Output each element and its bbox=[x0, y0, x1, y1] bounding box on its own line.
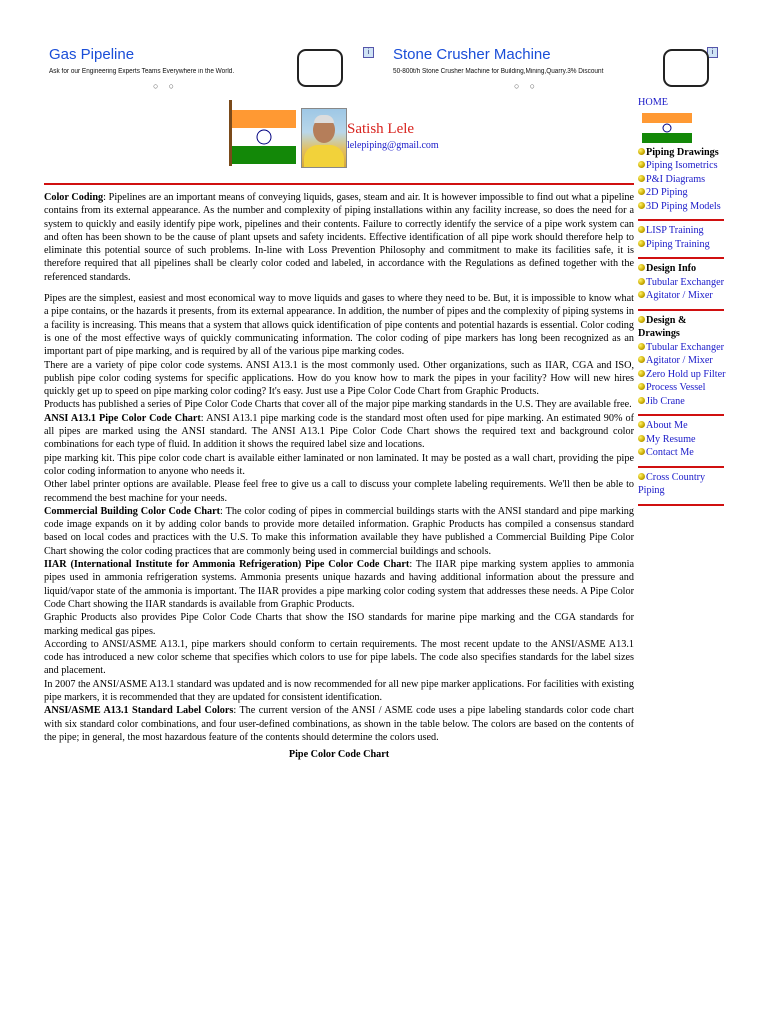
india-flag-icon bbox=[232, 110, 296, 164]
sidebar-home-link[interactable]: HOME bbox=[638, 97, 668, 108]
paragraph: Commercial Building Color Code Chart: The color coding of pipes in commercial buildings starts with the ANSI standard and pipe marking code image expands on it by adding color bands to provide more detailed information. Graphic Products has compiled a consensus standard based on local codes and practices with the U.S. To make this information available they have published a Commercial Building Pipe Color Chart showing the color coding practices that are commonly being used in commercial buildings and schools. bbox=[44, 505, 634, 557]
paragraph: Products has published a series of Pipe Color Code Charts that cover all of the major pipe marking standards in the U.S. They are available free. bbox=[44, 399, 632, 411]
sidebar-divider bbox=[638, 309, 724, 311]
sidebar-divider bbox=[638, 257, 724, 259]
sidebar-heading: Piping Drawings bbox=[638, 146, 730, 160]
bullet-icon bbox=[638, 188, 645, 195]
sidebar-link[interactable]: Agitator / Mixer bbox=[638, 289, 730, 303]
bullet-icon bbox=[638, 383, 645, 390]
sidebar-divider bbox=[638, 414, 724, 416]
paragraph: Color Coding: Pipelines are an important means of conveying liquids, gases, steam and air. It is however impossible to find out what a pipeline contains from its external appearance. As the number and complexity of piping installations within any facility increase, so does the need for a system to quickly and easily identify pipe work, pipelines and their contents. Failure to correctly identify the service of a pipe work system can and often has been shown to be the cause of plant upsets and safety incidents. Effective identification of all pipe work should therefore help to eliminate this potential source of such problems. In-line with Loss Prevention Philosophy and commitment to make its facilities safe, it is therefore required that all pipelines shall be clearly color coded and labeled, in accordance with the Regulations as defined together with the referenced standards. bbox=[44, 192, 635, 283]
bullet-icon bbox=[638, 370, 645, 377]
sidebar-link[interactable]: Contact Me bbox=[638, 446, 730, 460]
sidebar-link[interactable]: LISP Training bbox=[638, 224, 730, 238]
sidebar-link[interactable]: About Me bbox=[638, 419, 730, 433]
sidebar-heading: Design Info bbox=[638, 262, 730, 276]
paragraph: Pipes are the simplest, easiest and most economical way to move liquids and gases to where they need to be. But, it is impossible to know what a pipe contains, or the hazards it presents, from its external appearance. In addition, the number of pipes and the complexity of piping systems in a facility is increasing. This means that a system that allows quick identification of pipe contents and potential hazards is essential. Color coding is one of the most effective ways of quickly communicating information. The color coding of pipe markers has long been recognized as an important part of pipe marking, and is required by all of the various pipe marking codes. bbox=[44, 293, 634, 358]
sidebar-link[interactable]: Cross Country Piping bbox=[638, 471, 706, 496]
sidebar-link[interactable]: My Resume bbox=[638, 433, 730, 447]
paragraph-heading: Color Coding bbox=[44, 192, 104, 203]
sidebar-link[interactable]: 3D Piping Models bbox=[638, 200, 730, 214]
sidebar-divider bbox=[638, 466, 724, 468]
bullet-icon bbox=[638, 397, 645, 404]
bullet-icon bbox=[638, 343, 645, 350]
bullet-icon bbox=[638, 240, 645, 247]
paragraph-heading: ANSI A13.1 Pipe Color Code Chart bbox=[44, 412, 201, 424]
author-photo bbox=[301, 108, 347, 168]
article-body bbox=[44, 191, 634, 761]
paragraph-heading: IIAR (International Institute for Ammonia Refrigeration) Pipe Color Code Chart bbox=[44, 559, 410, 571]
paragraph: Other label printer options are available. Please feel free to give us a call to discuss your complete labeling requirements. We'll then be able to recommend the best machine for your needs. bbox=[44, 479, 634, 504]
sidebar-link[interactable]: Jib Crane bbox=[638, 395, 730, 409]
sidebar-link[interactable]: Piping Training bbox=[638, 238, 730, 252]
chart-heading: Pipe Color Code Chart bbox=[288, 749, 390, 761]
paragraph: Graphic Products also provides Pipe Color Code Charts that show the ISO standards for marine pipe marking and the CGA standards for marking medical gas pipes. bbox=[44, 612, 634, 637]
ad-pager-dots[interactable]: ○ ○ bbox=[153, 81, 179, 91]
ad-pager-dots[interactable]: ○ ○ bbox=[514, 81, 540, 91]
bullet-icon bbox=[638, 161, 645, 168]
paragraph-heading: Commercial Building Color Code Chart bbox=[44, 505, 221, 517]
paragraph: IIAR (International Institute for Ammonia Refrigeration) Pipe Color Code Chart: The IIAR pipe marking system applies to ammonia pipes used in ammonia refrigeration systems. Ammonia presents unique hazards and having additional information about the pressure and liquid/vapor state of the ammonia is important. The IIAR provides a pipe marking color coding system that addresses these needs. A Pipe Color Code Chart showing the IIAR standards is available from Graphic Products. bbox=[44, 559, 634, 610]
sidebar-divider bbox=[638, 504, 724, 506]
bullet-icon bbox=[638, 148, 645, 155]
bullet-icon bbox=[638, 435, 645, 442]
sidebar-heading: Design & Drawings bbox=[638, 314, 687, 339]
bullet-icon bbox=[638, 356, 645, 363]
ad-description: 50-800t/h Stone Crusher Machine for Building,Mining,Quarry.3% Discount bbox=[393, 68, 604, 75]
sidebar-link[interactable]: Tubular Exchanger bbox=[638, 341, 730, 355]
sidebar-divider bbox=[638, 219, 724, 221]
ad-description: Ask for our Engineering Experts Teams Everywhere in the World. bbox=[49, 68, 235, 75]
sidebar-link[interactable]: P&I Diagrams bbox=[638, 173, 730, 187]
sidebar-link[interactable]: Agitator / Mixer bbox=[638, 354, 730, 368]
author-name: Satish Lele bbox=[347, 121, 415, 137]
bullet-icon bbox=[638, 278, 645, 285]
bullet-icon bbox=[638, 421, 645, 428]
sidebar-nav bbox=[638, 96, 730, 509]
bullet-icon bbox=[638, 264, 645, 271]
bullet-icon bbox=[638, 316, 645, 323]
bullet-icon bbox=[638, 175, 645, 182]
paragraph: ANSI/ASME A13.1 Standard Label Colors: The current version of the ANSI / ASME code uses a pipe labeling standards color code chart with six standard color combinations, and four user-defined combinations, as shown in the table below. The colors are based on the contents of the pipe; in general, the most hazardous feature of the contents should determine the colors used. bbox=[44, 705, 635, 743]
bullet-icon bbox=[638, 202, 645, 209]
paragraph: There are a variety of pipe color code systems. ANSI A13.1 is the most commonly used. Other organizations, such as IIAR, CGA and ISO, publish pipe color coding systems for specific applications. How do you know how to mark the pipes in your facility? How will new hires quickly get up to speed on pipe marking color coding? It's easy. Just use a Pipe Color Code Chart from Graphic Products. bbox=[44, 359, 634, 398]
ad-open-button[interactable] bbox=[297, 49, 343, 87]
ad-open-button[interactable] bbox=[663, 49, 709, 87]
ad-title[interactable]: Gas Pipeline bbox=[49, 46, 135, 63]
bullet-icon bbox=[638, 448, 645, 455]
header-divider bbox=[44, 183, 634, 185]
india-flag-icon bbox=[642, 113, 692, 143]
ad-info-icon[interactable]: i bbox=[363, 47, 374, 58]
bullet-icon bbox=[638, 226, 645, 233]
bullet-icon bbox=[638, 473, 645, 480]
sidebar-link[interactable]: Piping Isometrics bbox=[638, 159, 730, 173]
paragraph-heading: ANSI/ASME A13.1 Standard Label Colors bbox=[44, 705, 234, 717]
sidebar-link[interactable]: Process Vessel bbox=[638, 381, 730, 395]
paragraph: pipe marking kit. This pipe color code chart is available either laminated or non laminated. It may be posted as a wall chart, providing the pipe color coding information to anyone who needs it. bbox=[44, 452, 634, 477]
paragraph: In 2007 the ANSI/ASME A13.1 standard was updated and is now recommended for all new pipe marker applications. For facilities with existing pipe markers, it is recommended that they are updated for consistent identification. bbox=[44, 678, 634, 703]
author-email-link[interactable]: lelepiping@gmail.com bbox=[347, 140, 439, 151]
sidebar-link[interactable]: Tubular Exchanger bbox=[638, 276, 730, 290]
bullet-icon bbox=[638, 291, 645, 298]
ad-title[interactable]: Stone Crusher Machine bbox=[393, 46, 551, 63]
paragraph: According to ANSI/ASME A13.1, pipe markers should conform to certain requirements. The most recent update to the ANSI/ASME A13.1 code has introduced a new color scheme that specifies which colors to use for pipe labels. The code also specifies standards for the label sizes and placement. bbox=[44, 638, 634, 677]
sidebar-link[interactable]: 2D Piping bbox=[638, 186, 730, 200]
ad-info-icon[interactable]: i bbox=[707, 47, 718, 58]
paragraph: ANSI A13.1 Pipe Color Code Chart: ANSI A13.1 pipe marking code is the standard most often used for pipe marking. An estimated 90% of all pipes are marked using the ANSI standard. The ANSI A13.1 Pipe Color Code Chart shows the required text and background color combinations for each type of fluid. In addition it shows the required label size and locations. bbox=[44, 412, 634, 451]
sidebar-link[interactable]: Zero Hold up Filter bbox=[638, 368, 730, 382]
